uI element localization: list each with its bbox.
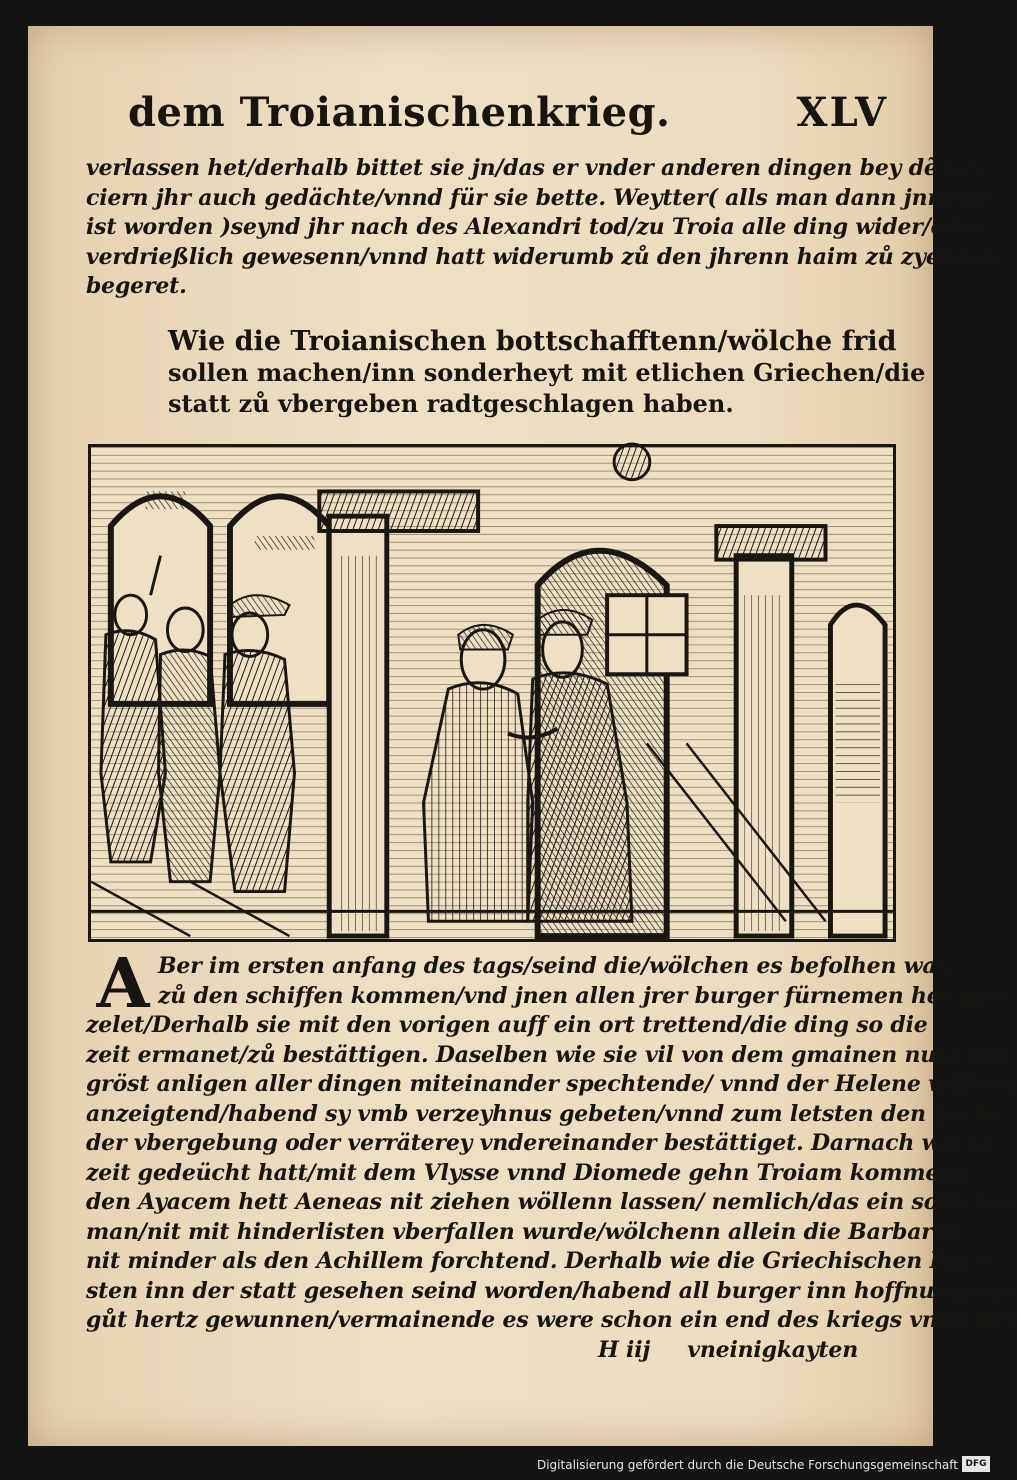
text-line: verdrießlich gewesenn/vnnd hatt widerumb zů den jhrenn haim zů zyehenn (86, 243, 1001, 270)
chapter-heading (168, 326, 926, 419)
text-line: zelet/Derhalb sie mit den vorigen auff ein ort trettend/die ding so die (86, 1012, 928, 1038)
text-line: anzeigtend/habend sy vmb verzeyhnus gebeten/vnnd zum letsten den pacte (86, 1100, 1000, 1127)
signature-mark: H iij (598, 1336, 651, 1363)
digitization-credit: Digitalisierung gefördert durch die Deutsche Forschungsgemeinschaft (536, 1458, 958, 1472)
text-line: sten inn der statt gesehen seind worden/habend all burger inn hoffnung eyn (86, 1277, 1015, 1304)
text-line: den Ayacem hett Aeneas nit ziehen wöllenn lassen/ nemlich/das ein sollicher (86, 1189, 1017, 1215)
heading-line: Wie die Troianischen bottschafftenn/wölche frid (168, 326, 897, 357)
top-paragraph (86, 154, 1001, 302)
dfg-logo: DFG (962, 1456, 990, 1472)
book-page (28, 26, 1017, 1446)
folio-number: XLV (796, 89, 888, 136)
text-line: verlassen het/derhalb bittet sie jn/das er vnder anderen dingen bey dẽ Gre (86, 155, 989, 181)
text-line: zeit gedeücht hatt/mit dem Vlysse vnnd Diomede gehn Troiam kommenn/ (86, 1159, 979, 1186)
body-paragraph (86, 944, 1017, 1366)
heading-line: sollen machen/inn sonderheyt mit etlichen Griechen/die (168, 358, 926, 387)
catchword: vneinigkayten (687, 1336, 858, 1363)
text-line: gůt hertz gewunnen/vermainende es were schon ein end des kriegs vnnd der (86, 1307, 1017, 1333)
page-footer (86, 1336, 886, 1366)
decorated-initial: A (96, 944, 150, 1024)
running-head (128, 78, 888, 148)
woodcut-drawing (91, 447, 893, 939)
text-line: zeit ermanet/zů bestättigen. Daselben wie sie vil von dem gmainen nutz/vnd (86, 1041, 1010, 1068)
woodcut-illustration (88, 444, 896, 942)
text-line: ist worden )seynd jhr nach des Alexandri tod/zu Troia alle ding wider/oder (86, 214, 986, 240)
text-line: begeret. (86, 273, 187, 299)
heading-line: statt zů vbergeben radtgeschlagen haben. (168, 389, 734, 418)
running-title: dem Troianischenkrieg. (128, 89, 671, 136)
text-line: der vbergebung oder verräterey vndereinander bestättiget. Darnach wie sy (86, 1130, 995, 1156)
text-line: ciern jhr auch gedächte/vnnd für sie bette. Weytter( alls man dann jnnenn (86, 184, 989, 211)
text-line: nit minder als den Achillem forchtend. Derhalb wie die Griechischen Für= (86, 1248, 990, 1274)
text-line: man/nit mit hinderlisten vberfallen wurde/wölchenn allein die Barbarier/ (86, 1218, 974, 1245)
text-line: zů den schiffen kommen/vnd jnen allen jrer burger fürnemen her ge= (158, 982, 1007, 1009)
text-line: Ber im ersten anfang des tags/seind die/wölchen es befolhen was/ (158, 953, 957, 979)
text-line: gröst anligen aller dingen miteinander spechtende/ vnnd der Helene willenn (86, 1071, 1017, 1097)
